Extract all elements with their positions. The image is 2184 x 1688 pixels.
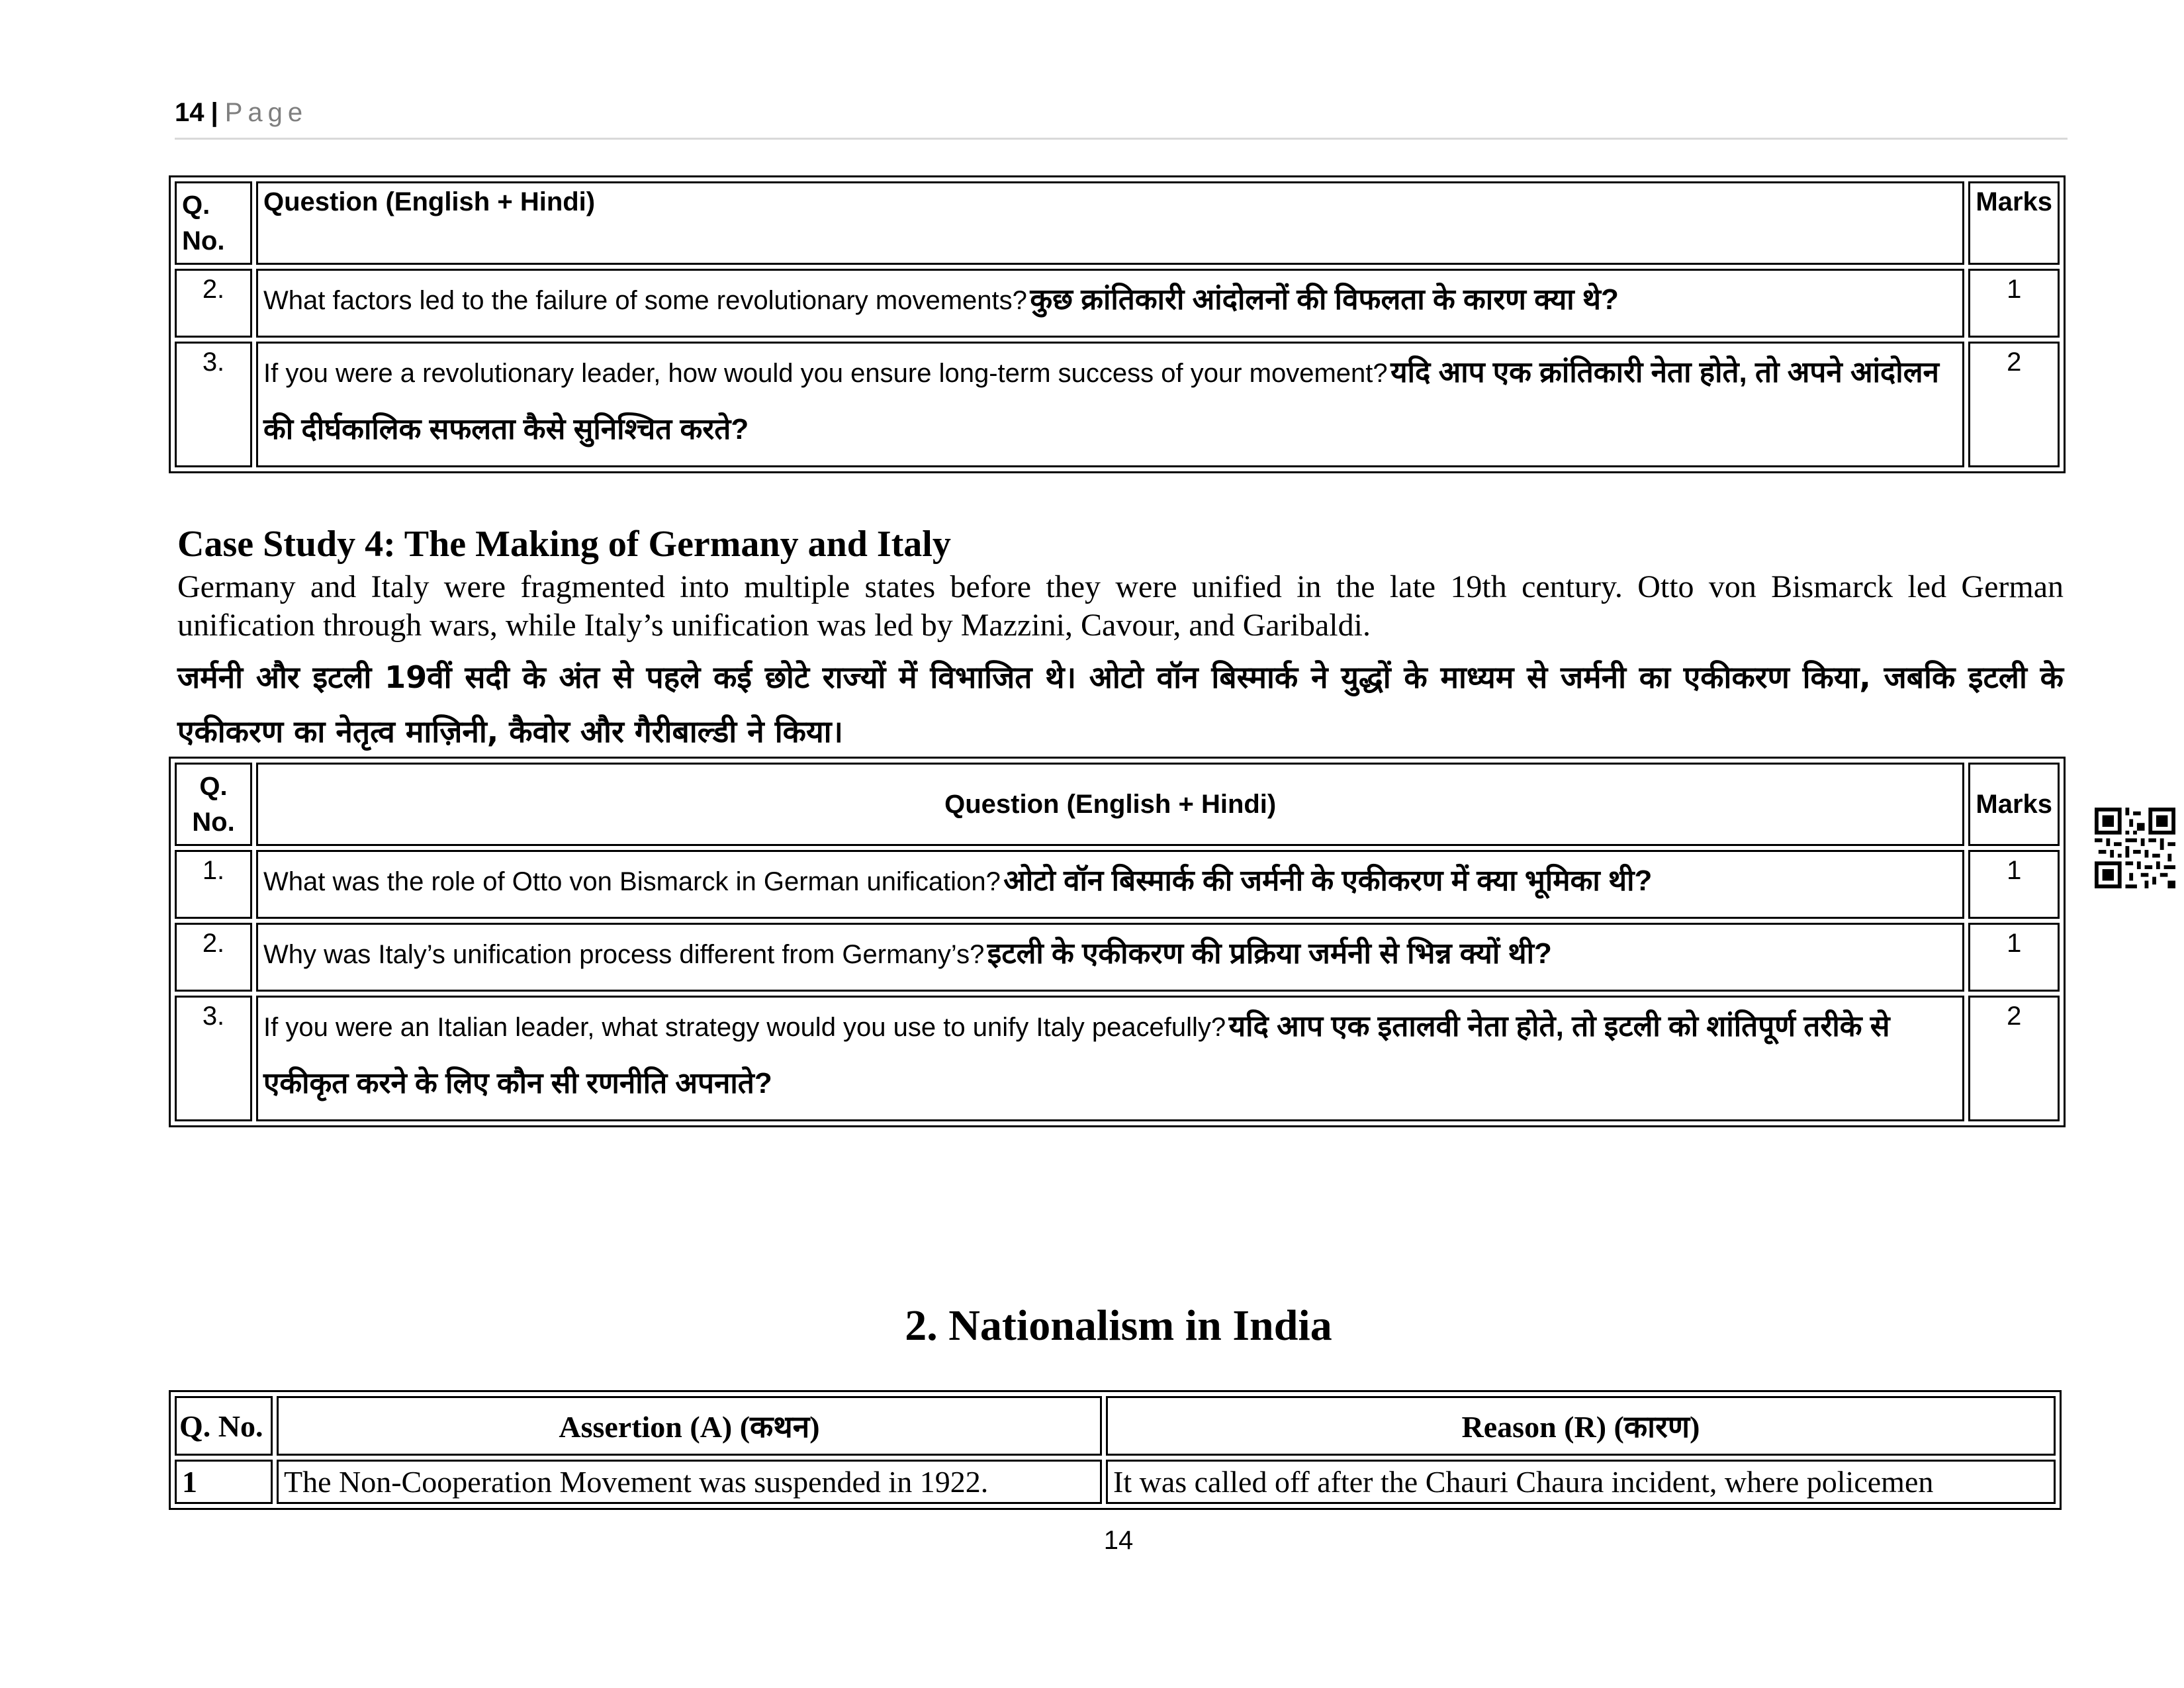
case-study-title: Case Study 4: The Making of Germany and Italy [177,524,951,565]
footer-page-number: 14 [1103,1526,1134,1555]
case-study-english-text: Germany and Italy were fragmented into multiple states before they were unified in the late 19th century. Otto von Bismarck led German unification through wars, while Italy’s unification was led by Mazzini, Cavour, and Garibaldi. [177,569,2064,643]
assertion-header: Assertion (A) (कथन) [277,1396,1102,1456]
section-title: 2. Nationalism in India [905,1301,1332,1350]
qno-header: Q. No. [175,763,252,846]
question-text [256,850,1964,919]
question-header: Question (English + Hindi) [256,763,1964,846]
reason-text: It was called off after the Chauri Chaura incident, where policemen [1106,1460,2056,1504]
question-english: What factors led to the failure of some revolutionary movements? [263,286,1027,315]
question-english: If you were an Italian leader, what strategy would you use to unify Italy peacefully? [263,1013,1226,1042]
table-row [175,342,2060,467]
qr-code-icon [2095,808,2175,888]
reason-header: Reason (R) (कारण) [1106,1396,2056,1456]
qno-header: Q. No. [175,1396,273,1456]
question-marks: 1 [1968,269,2060,338]
table-row [175,923,2060,992]
marks-header: Marks [1968,181,2060,265]
table-header-row [175,181,2060,265]
question-text [256,269,1964,338]
table-row [175,269,2060,338]
question-hindi: यदि आप एक क्रांतिकारी नेता होते, तो अपने आंदोलन की दीर्घकालिक सफलता कैसे सुनिश्चित करते? [263,356,1939,445]
question-marks: 1 [1968,923,2060,992]
question-hindi: कुछ क्रांतिकारी आंदोलनों की विफलता के कारण क्या थे? [1030,283,1619,316]
question-marks: 2 [1968,342,2060,467]
question-number: 3. [175,996,252,1121]
table-header-row [175,1396,2056,1456]
question-hindi: यदि आप एक इतालवी नेता होते, तो इटली को शांतिपूर्ण तरीके से एकीकृत करने के लिए कौन सी रणनीति अपनाते? [263,1010,1890,1100]
question-text [256,996,1964,1121]
question-header: Question (English + Hindi) [256,181,1964,265]
page-header [175,98,2068,140]
question-hindi: इटली के एकीकरण की प्रक्रिया जर्मनी से भिन्न क्यों थी? [987,937,1552,970]
question-number: 3. [175,342,252,467]
assertion-reason-table [169,1390,2062,1510]
qno-header: Q. No. [175,181,252,265]
question-text [256,923,1964,992]
question-english: Why was Italy’s unification process different from Germany’s? [263,940,985,969]
header-separator: | [210,98,218,127]
question-number: 1 [175,1460,273,1504]
assertion-text: The Non-Cooperation Movement was suspended in 1922. [277,1460,1102,1504]
question-table-2 [169,757,2066,1127]
question-marks: 1 [1968,850,2060,919]
question-english: If you were a revolutionary leader, how would you ensure long-term success of your movement? [263,359,1388,388]
question-number: 2. [175,269,252,338]
case-study-hindi-text: जर्मनी और इटली 19वीं सदी के अंत से पहले कई छोटे राज्यों में विभाजित थे। ओटो वॉन बिस्मार्क ने युद्धों के माध्यम से जर्मनी का एकीकरण किया, जबकि इटली के एकीकरण का नेतृत्व माज़िनी, कैवोर और गैरीबाल्डी ने किया। [177,659,2064,749]
question-marks: 2 [1968,996,2060,1121]
question-text [256,342,1964,467]
table-row [175,850,2060,919]
question-number: 2. [175,923,252,992]
table-row [175,1460,2056,1504]
header-page-number: 14 [175,98,205,127]
question-table-1 [169,175,2066,473]
question-english: What was the role of Otto von Bismarck in German unification? [263,867,1001,896]
marks-header: Marks [1968,763,2060,846]
header-page-label: Page [224,98,308,127]
table-header-row [175,763,2060,846]
question-number: 1. [175,850,252,919]
table-row [175,996,2060,1121]
question-hindi: ओटो वॉन बिस्मार्क की जर्मनी के एकीकरण में क्या भूमिका थी? [1003,865,1653,897]
